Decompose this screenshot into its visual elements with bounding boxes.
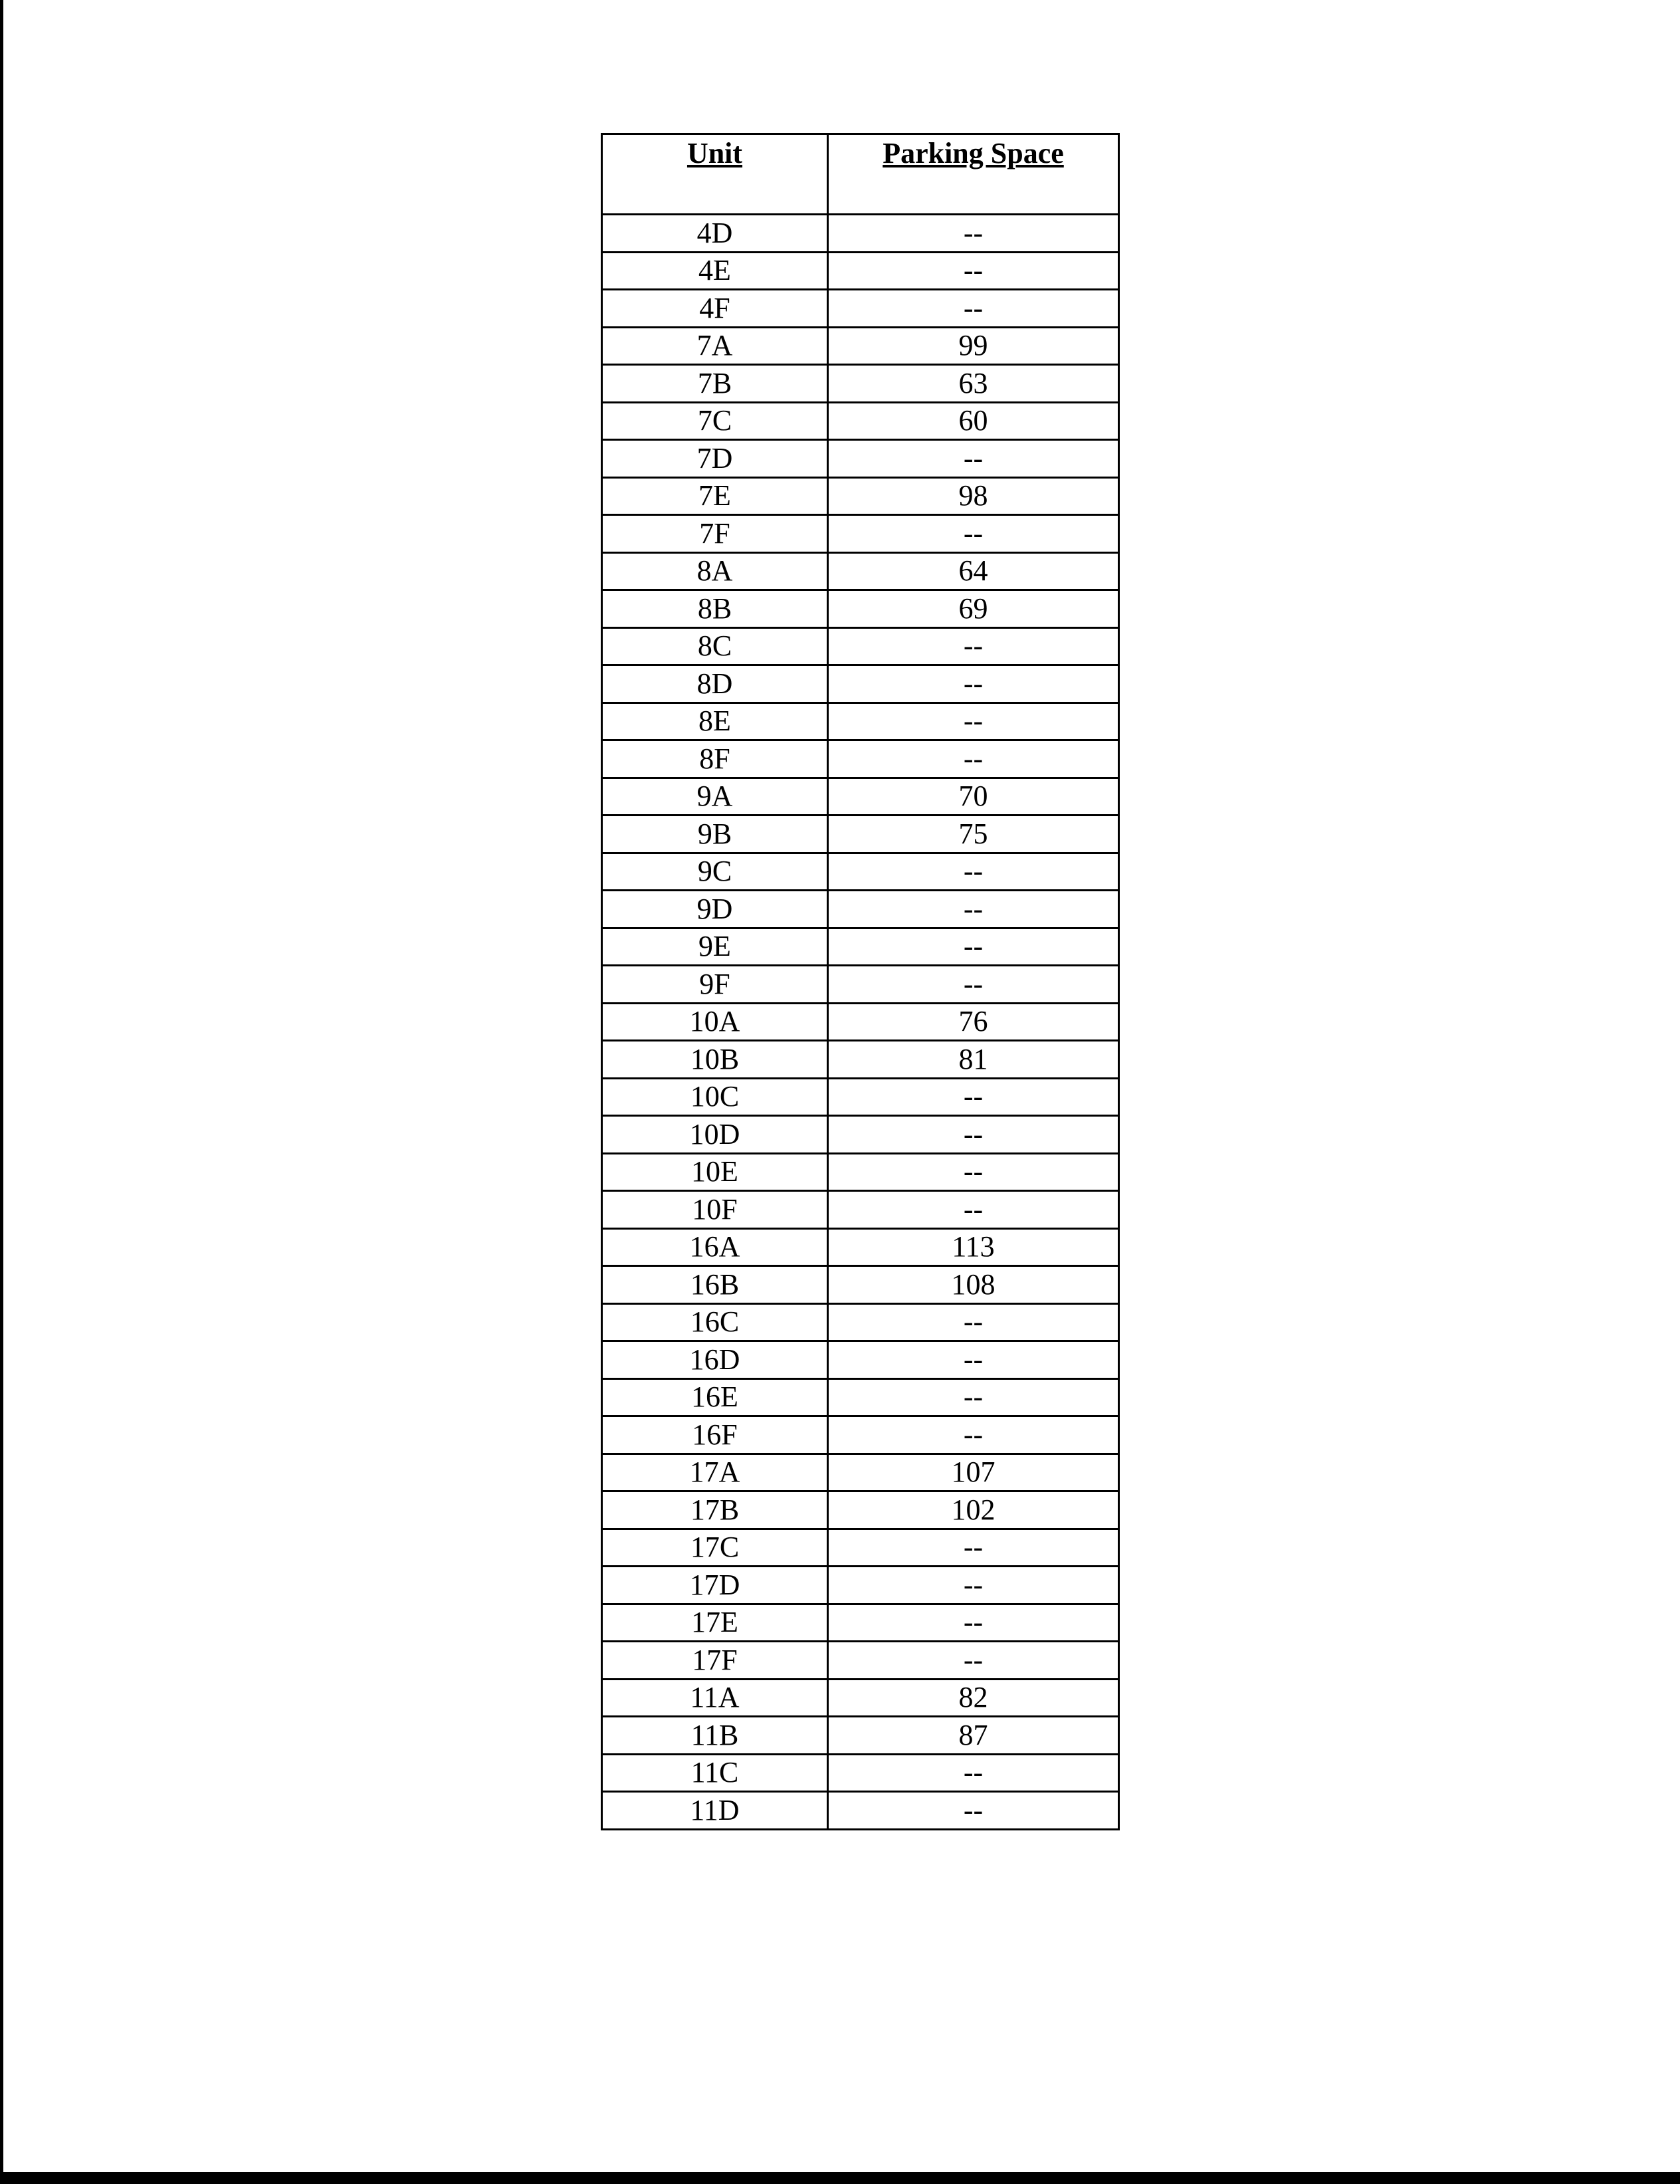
unit-cell: 10A — [602, 1003, 828, 1041]
table-row — [602, 627, 1119, 665]
unit-cell: 17D — [602, 1567, 828, 1604]
unit-cell: 9C — [602, 853, 828, 891]
unit-cell: 16C — [602, 1303, 828, 1341]
table-row — [602, 1491, 1119, 1529]
table-row — [602, 552, 1119, 590]
unit-cell: 16D — [602, 1341, 828, 1379]
unit-cell: 9F — [602, 966, 828, 1004]
parking-space-cell: -- — [828, 891, 1119, 928]
parking-space-cell: -- — [828, 1416, 1119, 1454]
parking-space-cell: 98 — [828, 477, 1119, 515]
unit-cell: 8E — [602, 703, 828, 740]
table-row — [602, 1604, 1119, 1642]
parking-space-cell: -- — [828, 1191, 1119, 1229]
table-row — [602, 1041, 1119, 1079]
table-row — [602, 966, 1119, 1004]
unit-cell: 7F — [602, 515, 828, 553]
table-row — [602, 1378, 1119, 1416]
parking-space-cell: -- — [828, 1754, 1119, 1792]
parking-space-header: Parking Space — [828, 134, 1119, 215]
parking-table — [601, 133, 1120, 1830]
unit-cell: 8B — [602, 590, 828, 628]
parking-space-cell: -- — [828, 703, 1119, 740]
unit-cell: 16E — [602, 1378, 828, 1416]
unit-cell: 17A — [602, 1454, 828, 1491]
table-body — [602, 215, 1119, 1830]
parking-space-cell: 69 — [828, 590, 1119, 628]
table-row — [602, 1341, 1119, 1379]
unit-cell: 17E — [602, 1604, 828, 1642]
parking-space-cell: 102 — [828, 1491, 1119, 1529]
unit-cell: 4E — [602, 252, 828, 290]
table-row — [602, 1266, 1119, 1304]
table-row — [602, 740, 1119, 778]
parking-space-cell: -- — [828, 1303, 1119, 1341]
unit-cell: 7C — [602, 402, 828, 440]
table-row — [602, 1717, 1119, 1755]
unit-cell: 7E — [602, 477, 828, 515]
parking-space-cell: 60 — [828, 402, 1119, 440]
parking-space-cell: 64 — [828, 552, 1119, 590]
table-row — [602, 1191, 1119, 1229]
unit-cell: 10F — [602, 1191, 828, 1229]
table-row — [602, 1078, 1119, 1116]
unit-cell: 10E — [602, 1153, 828, 1191]
unit-cell: 10C — [602, 1078, 828, 1116]
table-row — [602, 778, 1119, 816]
parking-space-cell: -- — [828, 627, 1119, 665]
parking-space-cell: -- — [828, 1341, 1119, 1379]
parking-space-cell: -- — [828, 1078, 1119, 1116]
table-row — [602, 252, 1119, 290]
unit-cell: 8C — [602, 627, 828, 665]
table-row — [602, 1416, 1119, 1454]
parking-space-cell: 75 — [828, 816, 1119, 853]
table-row — [602, 1792, 1119, 1830]
parking-space-cell: -- — [828, 440, 1119, 478]
unit-cell: 4D — [602, 215, 828, 253]
unit-cell: 11A — [602, 1679, 828, 1717]
parking-space-cell: -- — [828, 515, 1119, 553]
parking-space-cell: 107 — [828, 1454, 1119, 1491]
parking-space-cell: 82 — [828, 1679, 1119, 1717]
table-row — [602, 215, 1119, 253]
parking-space-cell: -- — [828, 215, 1119, 253]
unit-cell: 17F — [602, 1642, 828, 1680]
unit-cell: 16B — [602, 1266, 828, 1304]
unit-cell: 10D — [602, 1116, 828, 1154]
table-row — [602, 665, 1119, 703]
parking-space-cell: -- — [828, 1153, 1119, 1191]
unit-cell: 11D — [602, 1792, 828, 1830]
unit-cell: 8A — [602, 552, 828, 590]
table-row — [602, 1642, 1119, 1680]
table-row — [602, 1567, 1119, 1604]
unit-cell: 8F — [602, 740, 828, 778]
scan-edge-left — [0, 0, 3, 2184]
table-row — [602, 1116, 1119, 1154]
parking-space-cell: -- — [828, 252, 1119, 290]
unit-cell: 9B — [602, 816, 828, 853]
parking-space-cell: -- — [828, 1604, 1119, 1642]
table-header-row — [602, 134, 1119, 215]
unit-cell: 16A — [602, 1228, 828, 1266]
unit-cell: 7D — [602, 440, 828, 478]
table-row — [602, 440, 1119, 478]
parking-space-cell: 108 — [828, 1266, 1119, 1304]
unit-cell: 9A — [602, 778, 828, 816]
unit-cell: 7B — [602, 365, 828, 403]
parking-space-cell: -- — [828, 928, 1119, 966]
parking-space-cell: -- — [828, 1642, 1119, 1680]
unit-cell: 11B — [602, 1717, 828, 1755]
table-row — [602, 1754, 1119, 1792]
unit-cell: 8D — [602, 665, 828, 703]
table-row — [602, 928, 1119, 966]
table-row — [602, 290, 1119, 328]
unit-cell: 11C — [602, 1754, 828, 1792]
table-row — [602, 703, 1119, 740]
table-row — [602, 891, 1119, 928]
table-row — [602, 402, 1119, 440]
parking-space-cell: -- — [828, 290, 1119, 328]
table-row — [602, 1454, 1119, 1491]
unit-cell: 7A — [602, 327, 828, 365]
table-row — [602, 477, 1119, 515]
table-row — [602, 1153, 1119, 1191]
table-row — [602, 365, 1119, 403]
unit-cell: 17C — [602, 1529, 828, 1567]
unit-cell: 10B — [602, 1041, 828, 1079]
table-row — [602, 590, 1119, 628]
table-row — [602, 1529, 1119, 1567]
table-row — [602, 1679, 1119, 1717]
parking-space-cell: 76 — [828, 1003, 1119, 1041]
unit-cell: 9D — [602, 891, 828, 928]
table-row — [602, 515, 1119, 553]
table-row — [602, 853, 1119, 891]
parking-space-cell: -- — [828, 1792, 1119, 1830]
table-row — [602, 1303, 1119, 1341]
unit-cell: 16F — [602, 1416, 828, 1454]
parking-space-cell: 113 — [828, 1228, 1119, 1266]
parking-space-cell: -- — [828, 665, 1119, 703]
table-row — [602, 1003, 1119, 1041]
parking-space-cell: -- — [828, 1378, 1119, 1416]
unit-cell: 9E — [602, 928, 828, 966]
parking-space-cell: 87 — [828, 1717, 1119, 1755]
parking-space-cell: -- — [828, 740, 1119, 778]
unit-header: Unit — [602, 134, 828, 215]
parking-space-cell: 63 — [828, 365, 1119, 403]
unit-cell: 17B — [602, 1491, 828, 1529]
unit-cell: 4F — [602, 290, 828, 328]
scan-edge-bottom — [0, 2172, 1680, 2184]
parking-space-cell: 81 — [828, 1041, 1119, 1079]
table-row — [602, 1228, 1119, 1266]
parking-space-cell: -- — [828, 1529, 1119, 1567]
parking-space-cell: -- — [828, 1116, 1119, 1154]
parking-space-cell: 70 — [828, 778, 1119, 816]
parking-space-cell: -- — [828, 966, 1119, 1004]
table-row — [602, 327, 1119, 365]
parking-space-cell: -- — [828, 853, 1119, 891]
parking-space-cell: 99 — [828, 327, 1119, 365]
table-row — [602, 816, 1119, 853]
parking-space-cell: -- — [828, 1567, 1119, 1604]
